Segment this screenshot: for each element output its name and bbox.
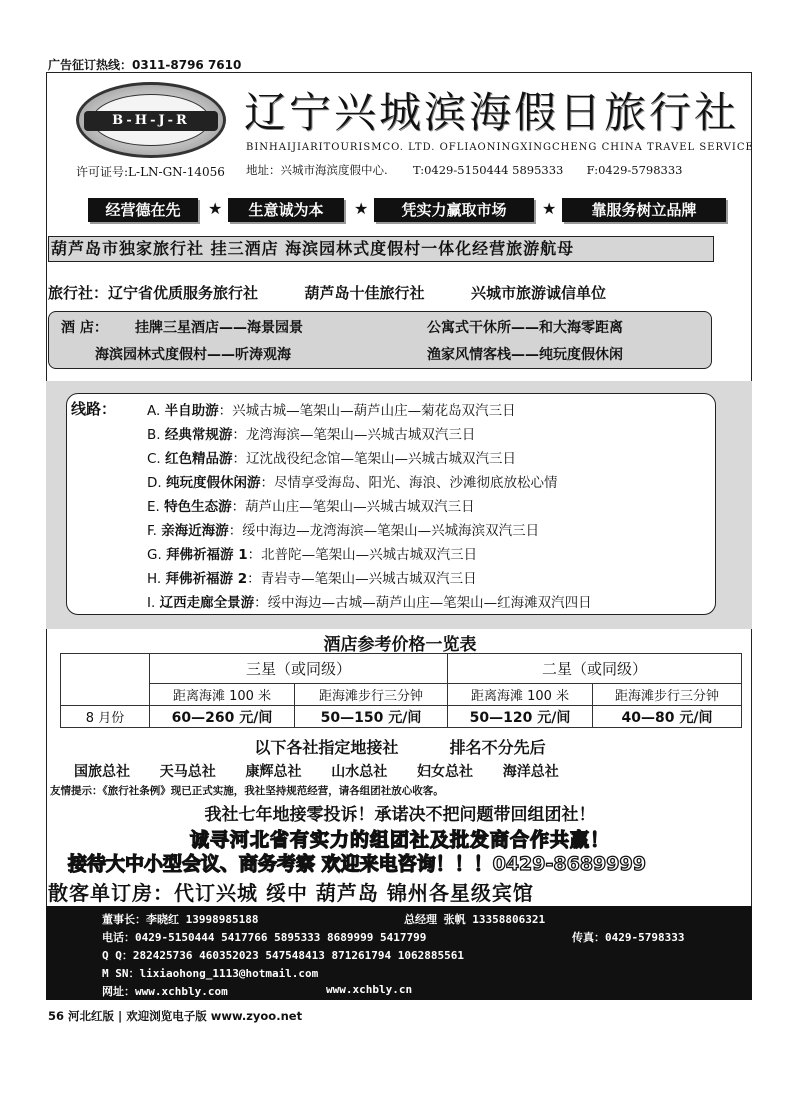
- company-title: 辽宁兴城滨海假日旅行社: [244, 88, 740, 137]
- agencies-title: 以下各社指定地接社: [254, 738, 399, 757]
- route-item: B. 经典常规游：龙湾海滨—笔架山—兴城古城双汽三日: [147, 427, 476, 443]
- route-item: I. 辽西走廊全景游：绥中海边—古城—葫芦山庄—笔架山—红海滩双汽四日: [147, 595, 592, 611]
- routes-box: [66, 393, 716, 615]
- contact-panel: [46, 906, 752, 1000]
- table-row-label: 8 月份: [61, 706, 150, 728]
- msn-address: M SN：lixiaohong_1113@hotmail.com: [102, 967, 319, 980]
- table-cell: 60—260 元/间: [150, 706, 295, 728]
- honor-2: 葫芦岛十佳旅行社: [304, 284, 425, 302]
- motto-2: 生意诚为本: [228, 198, 344, 222]
- phone-numbers: 电话：0429-5150444 5417766 5895333 8689999 5417799: [102, 931, 427, 944]
- table-col-header: 距离海滩 100 米: [448, 684, 593, 706]
- table-group-header: 三星（或同级）: [150, 654, 448, 684]
- route-item: F. 亲海近海游：绥中海边—龙湾海滨—笔架山—兴城海滨双汽三日: [147, 523, 540, 539]
- table-col-header: 距海滩步行三分钟: [593, 684, 742, 706]
- price-table: [60, 653, 742, 728]
- honors-line: [48, 282, 606, 303]
- route-item: H. 拜佛祈福游 2：青岩寺—笔架山—兴城古城双汽三日: [147, 571, 477, 587]
- hotels-label: 酒 店：: [61, 320, 108, 336]
- company-address-line: [246, 162, 683, 178]
- motto-3: 凭实力赢取市场: [374, 198, 534, 222]
- agency-item: 海洋总社: [502, 764, 559, 780]
- notice-text: 友情提示：《旅行社条例》现已正式实施，我社坚持规范经营，请各组团社放心收客。: [50, 785, 444, 797]
- star-icon: ★: [354, 199, 369, 218]
- star-icon: ★: [208, 199, 223, 218]
- slogan-2: 诚寻河北省有实力的组团社及批发商合作共赢！: [189, 829, 610, 851]
- qq-numbers: Q Q：282425736 460352023 547548413 871261794 1062885561: [102, 949, 464, 962]
- table-group-header: 二星（或同级）: [448, 654, 742, 684]
- company-address: 地址：兴城市海滨度假中心.: [246, 163, 388, 177]
- website-2: www.xchbly.cn: [326, 983, 413, 996]
- price-table-title: 酒店参考价格一览表: [323, 635, 477, 655]
- logo-text: B-H-J-R: [112, 113, 190, 128]
- agency-item: 妇女总社: [417, 764, 473, 780]
- route-item: C. 红色精品游：辽沈战役纪念馆—笔架山—兴城古城双汽三日: [147, 451, 517, 467]
- hotel-item-4: 渔家风情客栈——纯玩度假休闲: [427, 347, 623, 363]
- hotels-box: [48, 311, 712, 369]
- agency-item: 康辉总社: [245, 764, 302, 780]
- hotel-item-1: 挂牌三星酒店——海景园景: [135, 320, 303, 336]
- agencies-heading: [0, 735, 800, 758]
- motto-4: 靠服务树立品牌: [562, 198, 726, 222]
- table-corner-cell: [61, 654, 150, 706]
- general-manager: 总经理 张帆 13358806321: [404, 913, 546, 926]
- table-cell: 40—80 元/间: [593, 706, 742, 728]
- page-footer: 56 河北红版 | 欢迎浏览电子版 www.zyoo.net: [48, 1009, 303, 1023]
- slogan-3: 接待大中小型会议、商务考察 欢迎来电咨询！！！0429-8689999: [68, 853, 646, 875]
- motto-bar: [88, 198, 728, 224]
- chairman: 董事长：李晓红 13998985188: [102, 913, 259, 926]
- honor-3: 兴城市旅游诚信单位: [470, 284, 606, 302]
- ad-hotline: 广告征订热线：0311-8796 7610: [48, 58, 242, 72]
- route-item: G. 拜佛祈福游 1：北普陀—笔架山—兴城古城双汽三日: [147, 547, 478, 563]
- table-cell: 50—120 元/间: [448, 706, 593, 728]
- route-item: D. 纯玩度假休闲游：尽情享受海岛、阳光、海浪、沙滩彻底放松心情: [147, 475, 558, 491]
- fax-number: 传真：0429-5798333: [572, 931, 685, 944]
- agency-item: 山水总社: [331, 764, 388, 780]
- star-icon: ★: [542, 199, 557, 218]
- agencies-note: 排名不分先后: [449, 738, 546, 757]
- table-col-header: 距海滩步行三分钟: [295, 684, 448, 706]
- company-english-name: BINHAIJIARITOURISMCO. LTD. OFLIAONINGXINGCHENG CHINA TRAVEL SERVICE: [246, 142, 754, 153]
- feature-strip: 葫芦岛市独家旅行社 挂三酒店 海滨园林式度假村一体化经营旅游航母: [48, 236, 714, 262]
- motto-1: 经营德在先: [88, 198, 198, 222]
- company-fax: F:0429-5798333: [586, 163, 683, 177]
- website-1: 网址：www.xchbly.com: [102, 985, 228, 998]
- license-number: 许可证号:L-LN-GN-14056: [76, 165, 225, 179]
- agency-item: 国旅总社: [74, 764, 130, 780]
- company-phone: T:0429-5150444 5895333: [412, 163, 564, 177]
- routes-label: 线路：: [71, 400, 117, 418]
- table-col-header: 距离海滩 100 米: [150, 684, 295, 706]
- route-item: E. 特色生态游：葫芦山庄—笔架山—兴城古城双汽三日: [147, 499, 475, 515]
- slogan-4: 散客单订房：代订兴城 绥中 葫芦岛 锦州各星级宾馆: [48, 881, 534, 905]
- route-item: A. 半自助游：兴城古城—笔架山—葫芦山庄—菊花岛双汽三日: [147, 403, 516, 419]
- hotel-item-2: 公寓式干休所——和大海零距离: [427, 320, 623, 336]
- agency-item: 天马总社: [159, 764, 216, 780]
- table-cell: 50—150 元/间: [295, 706, 448, 728]
- agencies-list: [74, 761, 559, 781]
- hotel-item-3: 海滨园林式度假村——听涛观海: [95, 347, 291, 363]
- honor-1: 旅行社：辽宁省优质服务旅行社: [48, 284, 259, 302]
- slogan-1: 我社七年地接零投诉！承诺决不把问题带回组团社！: [204, 805, 596, 825]
